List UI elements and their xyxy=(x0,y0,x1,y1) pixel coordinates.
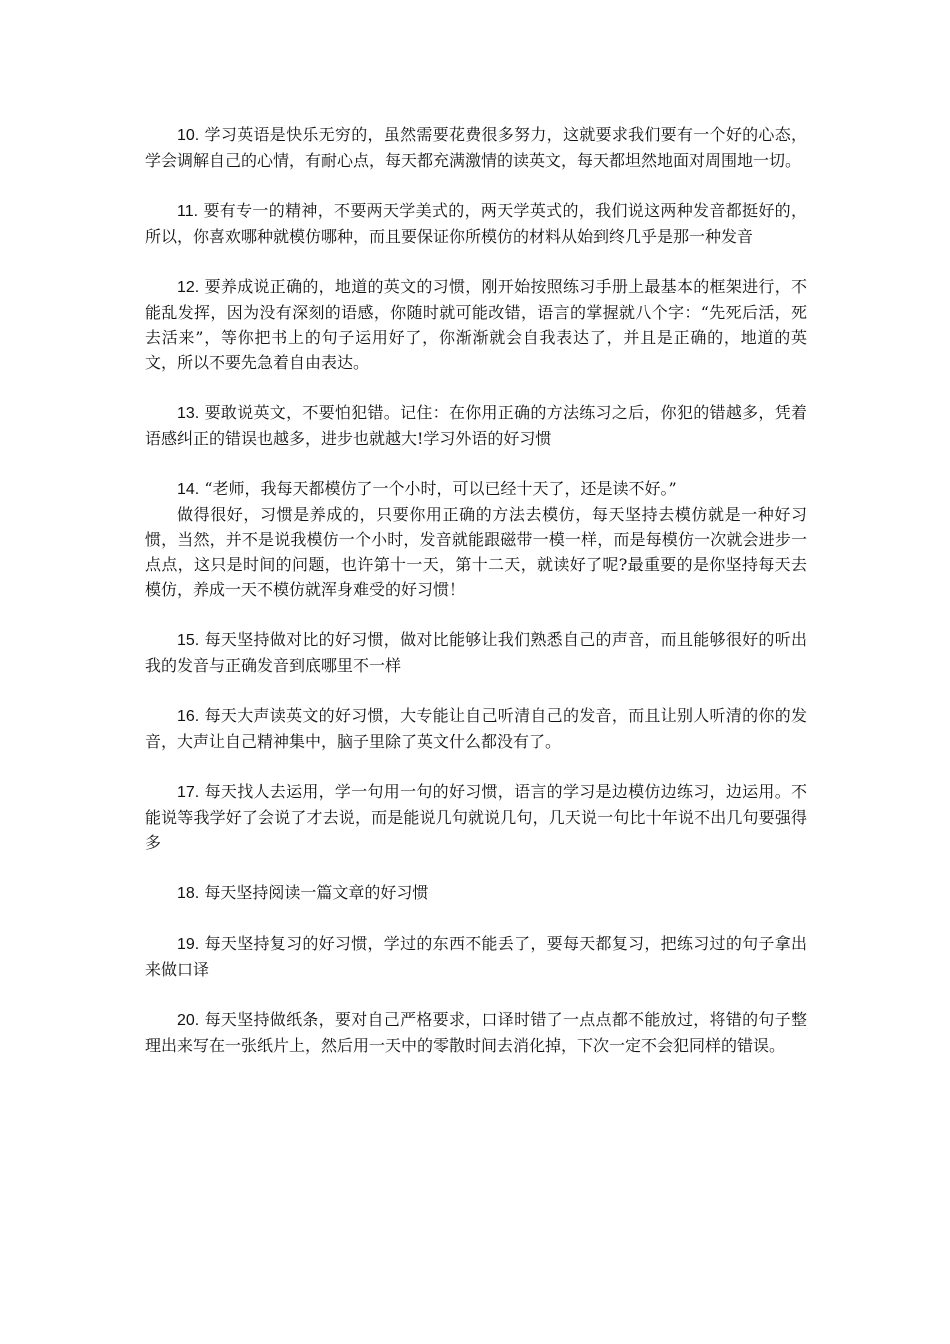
paragraph-12 xyxy=(145,274,807,375)
paragraph-number: 17. xyxy=(177,784,200,801)
paragraph-20 xyxy=(145,1007,807,1058)
paragraph-number: 14. xyxy=(177,481,200,498)
paragraph-text: 做得很好，习惯是养成的，只要你用正确的方法去模仿，每天坚持去模仿就是一种好习惯，当然，并不是说我模仿一个小时，发音就能跟磁带一模一样，而是每模仿一次就会进步一点点，这只是时间的问题，也许第十一天，第十二天，就读好了呢?最重要的是你坚持每天去模仿，养成一天不模仿就浑身难受的好习惯！ xyxy=(145,505,807,599)
paragraph-text: 要有专一的精神，不要两天学美式的，两天学英式的，我们说这两种发音都挺好的，所以，你喜欢哪种就模仿哪种，而且要保证你所模仿的材料从始到终几乎是那一种发音 xyxy=(145,201,807,246)
paragraph-number: 15. xyxy=(177,632,200,649)
paragraph-17 xyxy=(145,779,807,855)
paragraph-text: 要养成说正确的，地道的英文的习惯，刚开始按照练习手册上最基本的框架进行，不能乱发挥，因为没有深刻的语感，你随时就可能改错，语言的掌握就八个字：“先死后活，死去活来”，等你把书上的句子运用好了，你渐渐就会自我表达了，并且是正确的，地道的英文，所以不要先急着自由表达。 xyxy=(145,277,807,372)
paragraph-text: 每天找人去运用，学一句用一句的好习惯，语言的学习是边模仿边练习，边运用。不能说等我学好了会说了才去说，而是能说几句就说几句，几天说一句比十年说不出几句要强得多 xyxy=(145,782,807,852)
paragraph-15 xyxy=(145,627,807,678)
paragraph-text: “老师，我每天都模仿了一个小时，可以已经十天了，还是读不好。” xyxy=(204,479,677,498)
paragraph-text: 学习英语是快乐无穷的，虽然需要花费很多努力，这就要求我们要有一个好的心态，学会调解自己的心情，有耐心点，每天都充满激情的读英文，每天都坦然地面对周围地一切。 xyxy=(145,125,807,170)
paragraph-19 xyxy=(145,931,807,982)
paragraph-text: 每天坚持阅读一篇文章的好习惯 xyxy=(204,883,429,902)
document-body xyxy=(145,122,807,1083)
paragraph-number: 11. xyxy=(177,203,199,220)
paragraph-text: 每天坚持做对比的好习惯，做对比能够让我们熟悉自己的声音，而且能够很好的听出我的发音与正确发音到底哪里不一样 xyxy=(145,630,807,675)
paragraph-14-continued xyxy=(145,502,807,602)
paragraph-number: 16. xyxy=(177,708,200,725)
paragraph-16 xyxy=(145,703,807,754)
paragraph-number: 20. xyxy=(177,1012,200,1029)
paragraph-text: 要敢说英文，不要怕犯错。记住：在你用正确的方法练习之后，你犯的错越多，凭着语感纠正的错误也越多，进步也就越大!学习外语的好习惯 xyxy=(145,403,807,448)
paragraph-11 xyxy=(145,198,807,249)
paragraph-10 xyxy=(145,122,807,173)
paragraph-18 xyxy=(145,880,807,906)
paragraph-text: 每天坚持做纸条，要对自己严格要求，口译时错了一点点都不能放过，将错的句子整理出来写在一张纸片上，然后用一天中的零散时间去消化掉，下次一定不会犯同样的错误。 xyxy=(145,1010,807,1055)
paragraph-number: 13. xyxy=(177,405,200,422)
paragraph-14 xyxy=(145,476,807,502)
paragraph-number: 18. xyxy=(177,885,200,902)
paragraph-number: 19. xyxy=(177,936,200,953)
paragraph-text: 每天坚持复习的好习惯，学过的东西不能丢了，要每天都复习，把练习过的句子拿出来做口译 xyxy=(145,934,807,979)
paragraph-number: 10. xyxy=(177,127,200,144)
paragraph-13 xyxy=(145,400,807,451)
paragraph-number: 12. xyxy=(177,279,200,296)
paragraph-text: 每天大声读英文的好习惯，大专能让自己听清自己的发音，而且让别人听清的你的发音，大声让自己精神集中，脑子里除了英文什么都没有了。 xyxy=(145,706,807,751)
